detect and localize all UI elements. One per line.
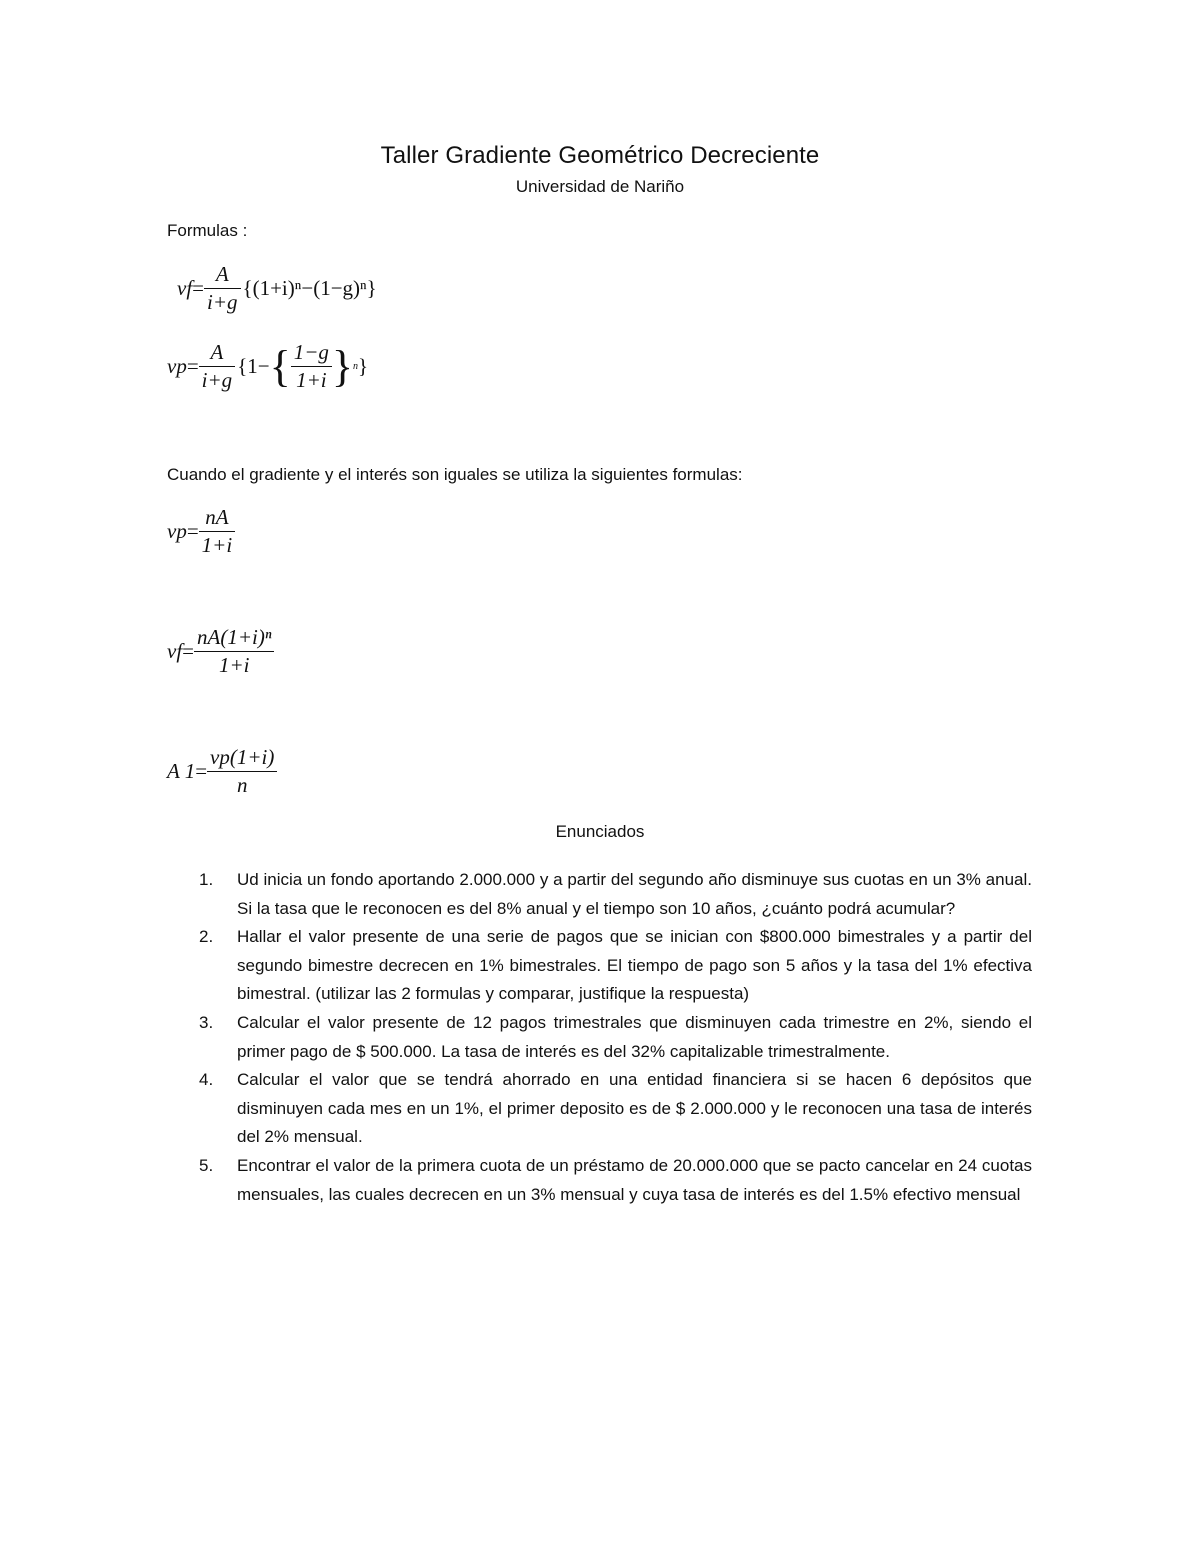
item-text: Ud inicia un fondo aportando 2.000.000 y a partir del segundo año disminuye sus cuotas en un 3% anual. Si la tasa que le reconocen es del 8% anual y el tiempo son 10 años, ¿cuánto podrá acumular?	[237, 870, 1032, 918]
formula-equals: =	[195, 759, 208, 783]
fraction-numerator: A	[199, 340, 236, 367]
inner-fraction	[291, 340, 332, 393]
fraction-numerator: nA	[199, 505, 236, 532]
list-item	[199, 923, 1032, 1009]
item-number: 2.	[199, 927, 214, 947]
list-item	[199, 1009, 1032, 1066]
formula-lhs: vp	[167, 519, 187, 543]
item-text: Hallar el valor presente de una serie de pagos que se inician con $800.000 bimestrales y a partir del segundo bimestre decrecen en 1% bimestrales. El tiempo de pago son 5 años y la tasa del 1% efectiva bimestral. (utilizar las 2 formulas y comparar, justifique la respuesta)	[237, 927, 1032, 1004]
formula-vf-equal	[167, 625, 274, 678]
fraction-denominator: 1+i	[201, 533, 233, 557]
formula-equals: =	[192, 276, 204, 300]
formula-body: {(1+i)ⁿ−(1−g)ⁿ}	[242, 276, 377, 300]
formula-equals: =	[182, 639, 194, 663]
item-text: Encontrar el valor de la primera cuota de un préstamo de 20.000.000 que se pacto cancelar en 24 cuotas mensuales, las cuales decrecen en un 3% mensual y cuya tasa de interés es del 1.5% efectivo mensual	[237, 1155, 1032, 1204]
item-number: 5.	[199, 1155, 214, 1175]
section-heading: Enunciados	[555, 822, 645, 841]
equal-case-text: Cuando el gradiente y el interés son iguales se utiliza la siguientes formulas:	[167, 465, 743, 484]
document-subtitle: Universidad de Nariño	[515, 177, 685, 196]
right-brace: }	[331, 341, 354, 391]
inner-denominator: 1+i	[296, 368, 327, 392]
item-number: 4.	[199, 1070, 214, 1090]
item-number: 3.	[199, 1012, 214, 1032]
formula-fraction	[199, 340, 236, 393]
inner-numerator: 1−g	[291, 340, 332, 367]
fraction-numerator: nA(1+i)ⁿ	[194, 625, 274, 652]
formula-lhs: vf	[167, 639, 183, 663]
item-text: Calcular el valor que se tendrá ahorrado en una entidad financiera si se hacen 6 depósitos que disminuyen cada mes en un 1%, el primer deposito es de $ 2.000.000 y le reconocen una tasa de interés del 2% mensual.	[237, 1070, 1032, 1147]
fraction-denominator: 1+i	[218, 653, 250, 677]
problem-list	[199, 866, 1032, 1209]
exponent: n	[353, 361, 359, 372]
list-item	[199, 1066, 1032, 1152]
item-number: 1.	[199, 870, 214, 889]
formula-vp-decreasing	[167, 340, 368, 393]
formula-lhs: vp	[167, 354, 187, 378]
formula-fraction	[194, 625, 274, 678]
formulas-label: Formulas :	[167, 221, 248, 240]
fraction-denominator: n	[236, 773, 248, 797]
item-text: Calcular el valor presente de 12 pagos trimestrales que disminuyen cada trimestre en 2%, siendo el primer pago de $ 500.000. La tasa de interés es del 32% capitalizable trimestralmente.	[237, 1012, 1032, 1061]
fraction-numerator: vp(1+i)	[207, 745, 277, 772]
document-title: Taller Gradiente Geométrico Decreciente	[380, 142, 820, 169]
formula-equals: =	[186, 519, 199, 543]
list-item	[199, 1152, 1032, 1209]
formula-body-close: }	[358, 354, 369, 378]
formula-vf-decreasing	[177, 262, 377, 315]
formula-fraction	[207, 745, 277, 798]
formula-first-payment	[167, 745, 277, 798]
formula-fraction	[204, 262, 241, 315]
formula-body-open: {1−	[237, 354, 270, 378]
list-item	[199, 866, 1032, 923]
formula-fraction	[199, 505, 236, 558]
fraction-numerator: A	[204, 262, 241, 289]
fraction-denominator: i+g	[201, 368, 233, 392]
formula-lhs: vf	[177, 276, 193, 300]
fraction-denominator: i+g	[207, 290, 238, 314]
formula-equals: =	[186, 354, 199, 378]
formula-vp-equal	[167, 505, 235, 558]
left-brace: {	[269, 341, 291, 391]
formula-lhs: A 1	[167, 759, 196, 783]
